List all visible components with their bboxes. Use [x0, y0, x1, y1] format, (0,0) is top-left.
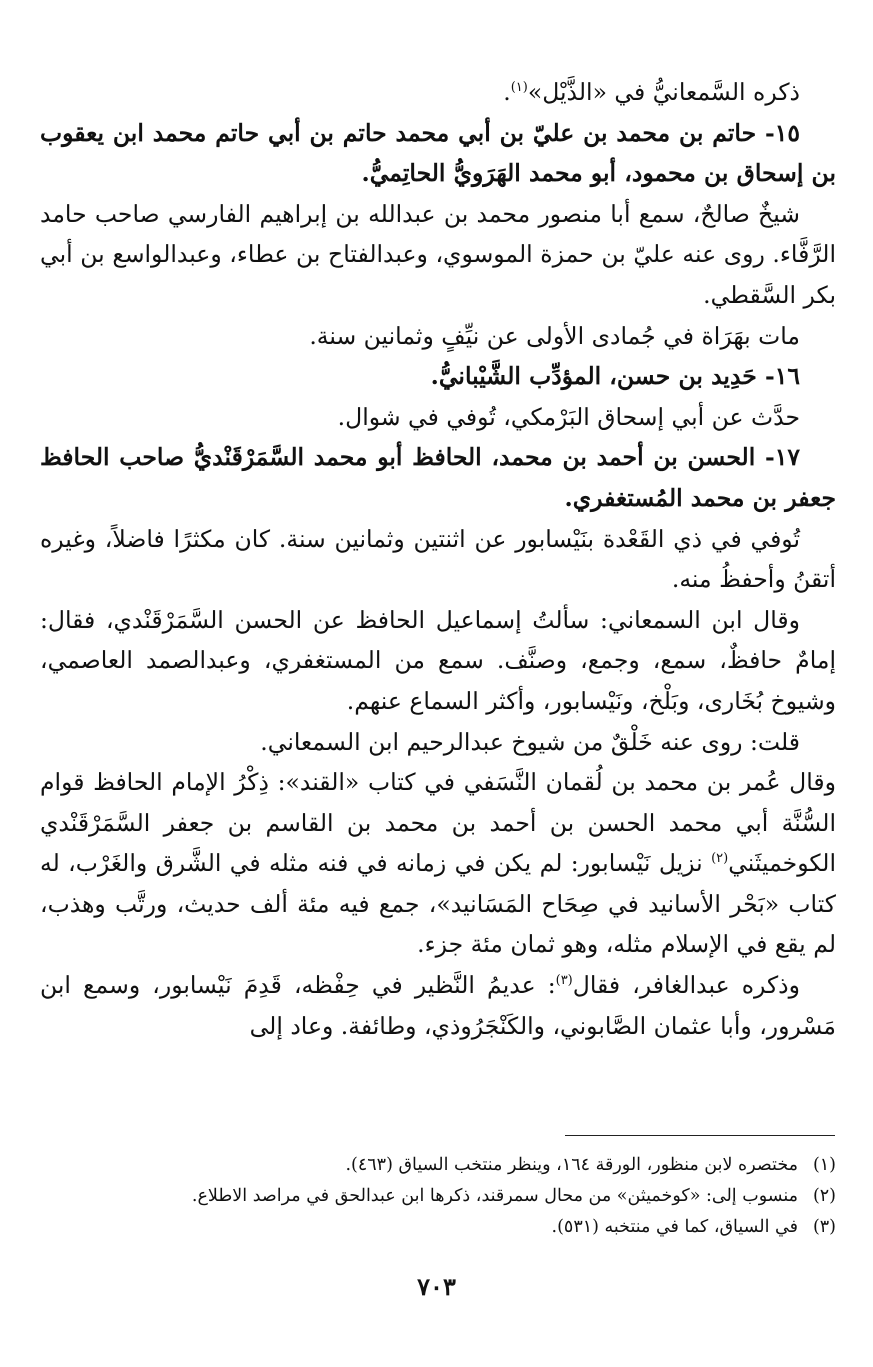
footnote-2	[40, 1181, 836, 1212]
paragraph: وقال ابن السمعاني: سألتُ إسماعيل الحافظ عن الحسن السَّمَرْقَنْدي، فقال: إمامٌ حافظٌ، سمع، وجمع، وصنَّف. سمع من المستغفري، وعبدالصمد العاصمي، وشيوخ بُخَارى، وبَلْخ، ونَيْسابور، وأكثر السماع عنهم.	[40, 605, 836, 715]
footnote-text: منسوب إلى: «كوخميثن» من محال سمرقند، ذكرها ابن عبدالحق في مراصد الاطلاع.	[191, 1186, 798, 1206]
entry-heading-15: ١٥- حاتم بن محمد بن عليّ بن أبي محمد حاتم بن أبي حاتم محمد ابن يعقوب بن إسحاق بن محمود، أبو محمد الهَرَويُّ الحاتِميُّ.	[40, 118, 836, 188]
entry-heading-17: ١٧- الحسن بن أحمد بن محمد، الحافظ أبو محمد السَّمَرْقَنْديُّ صاحب الحافظ جعفر بن محمد المُستغفري.	[40, 443, 836, 512]
footnote-number: (٢)	[812, 1186, 836, 1206]
footnote-1	[40, 1150, 836, 1181]
footnote-number: (٣)	[812, 1217, 836, 1237]
footnote-divider	[565, 1135, 835, 1136]
paragraph: حدَّث عن أبي إسحاق البَرْمكي، تُوفي في شوال.	[337, 402, 800, 431]
footnotes	[40, 1150, 836, 1243]
footnote-number: (١)	[812, 1155, 836, 1175]
main-text	[40, 72, 836, 1046]
footnote-text: في السياق، كما في منتخبه (٥٣١).	[551, 1217, 798, 1237]
paragraph: مات بهَرَاة في جُمادى الأولى عن نيِّفٍ وثمانين سنة.	[309, 321, 800, 350]
paragraph: قلت: روى عنه خَلْقٌ من شيوخ عبدالرحيم ابن السمعاني.	[260, 727, 800, 756]
entry-heading-16: ١٦- حَدِيد بن حسن، المؤدِّب الشَّيْبانيُّ.	[430, 362, 800, 391]
footnote-ref-1[interactable]: (١)	[510, 80, 528, 96]
footnote-text: مختصره لابن منظور، الورقة ١٦٤، وينظر منتخب السياق (٤٦٣).	[345, 1155, 798, 1175]
paragraph: تُوفي في ذي القَعْدة بنَيْسابور عن اثنتين وثمانين سنة. كان مكثرًا فاضلاً، وغيره أتقنُ وأحفظُ منه.	[40, 524, 836, 594]
footnote-ref-2[interactable]: (٢)	[711, 851, 729, 867]
footnote-ref-3[interactable]: (٣)	[555, 973, 573, 989]
paragraph: شيخٌ صالحٌ، سمع أبا منصور محمد بن عبدالله بن إبراهيم الفارسي صاحب حامد الرَّفَّاء. روى عنه عليّ بن حمزة الموسوي، وعبدالفتاح بن عطاء، وعبدالواسع بن أبي بكر السَّقطي.	[40, 199, 836, 309]
footnote-3	[40, 1212, 836, 1243]
paragraph-intro: ذكره السَّمعانيُّ في «الذَّيْل»$^{(١)}$.	[503, 78, 800, 106]
paragraph: وذكره عبدالغافر، فقال$^{(٣)}$: عديمُ النَّظير في حِفْظه، قَدِمَ نَيْسابور، وسمع ابن مَسْرور، وأبا عثمان الصَّابوني، والكَنْجَرُوذي، وطائفة. وعاد إلى	[40, 971, 836, 1040]
paragraph: وقال عُمر بن محمد بن لُقمان النَّسَفي في كتاب «القند»: ذِكْرُ الإمام الحافظ قوام السُّنَّة أبي محمد الحسن بن أحمد بن محمد بن القاسم بن جعفر السَّمَرْقَنْدي الكوخميثَني$^{(٢)}$ نزيل نَيْسابور: لم يكن في زمانه في فنه مثله في الشَّرق والغَرْب، له كتاب «بَحْر الأسانيد في صِحَاح المَسَانيد»، جمع فيه مئة ألف حديث، ورتَّب وهذب، لم يقع في الإسلام مثله، وهو ثمان مئة جزء.	[40, 768, 836, 959]
page-number: ٧٠٣	[417, 1272, 456, 1301]
